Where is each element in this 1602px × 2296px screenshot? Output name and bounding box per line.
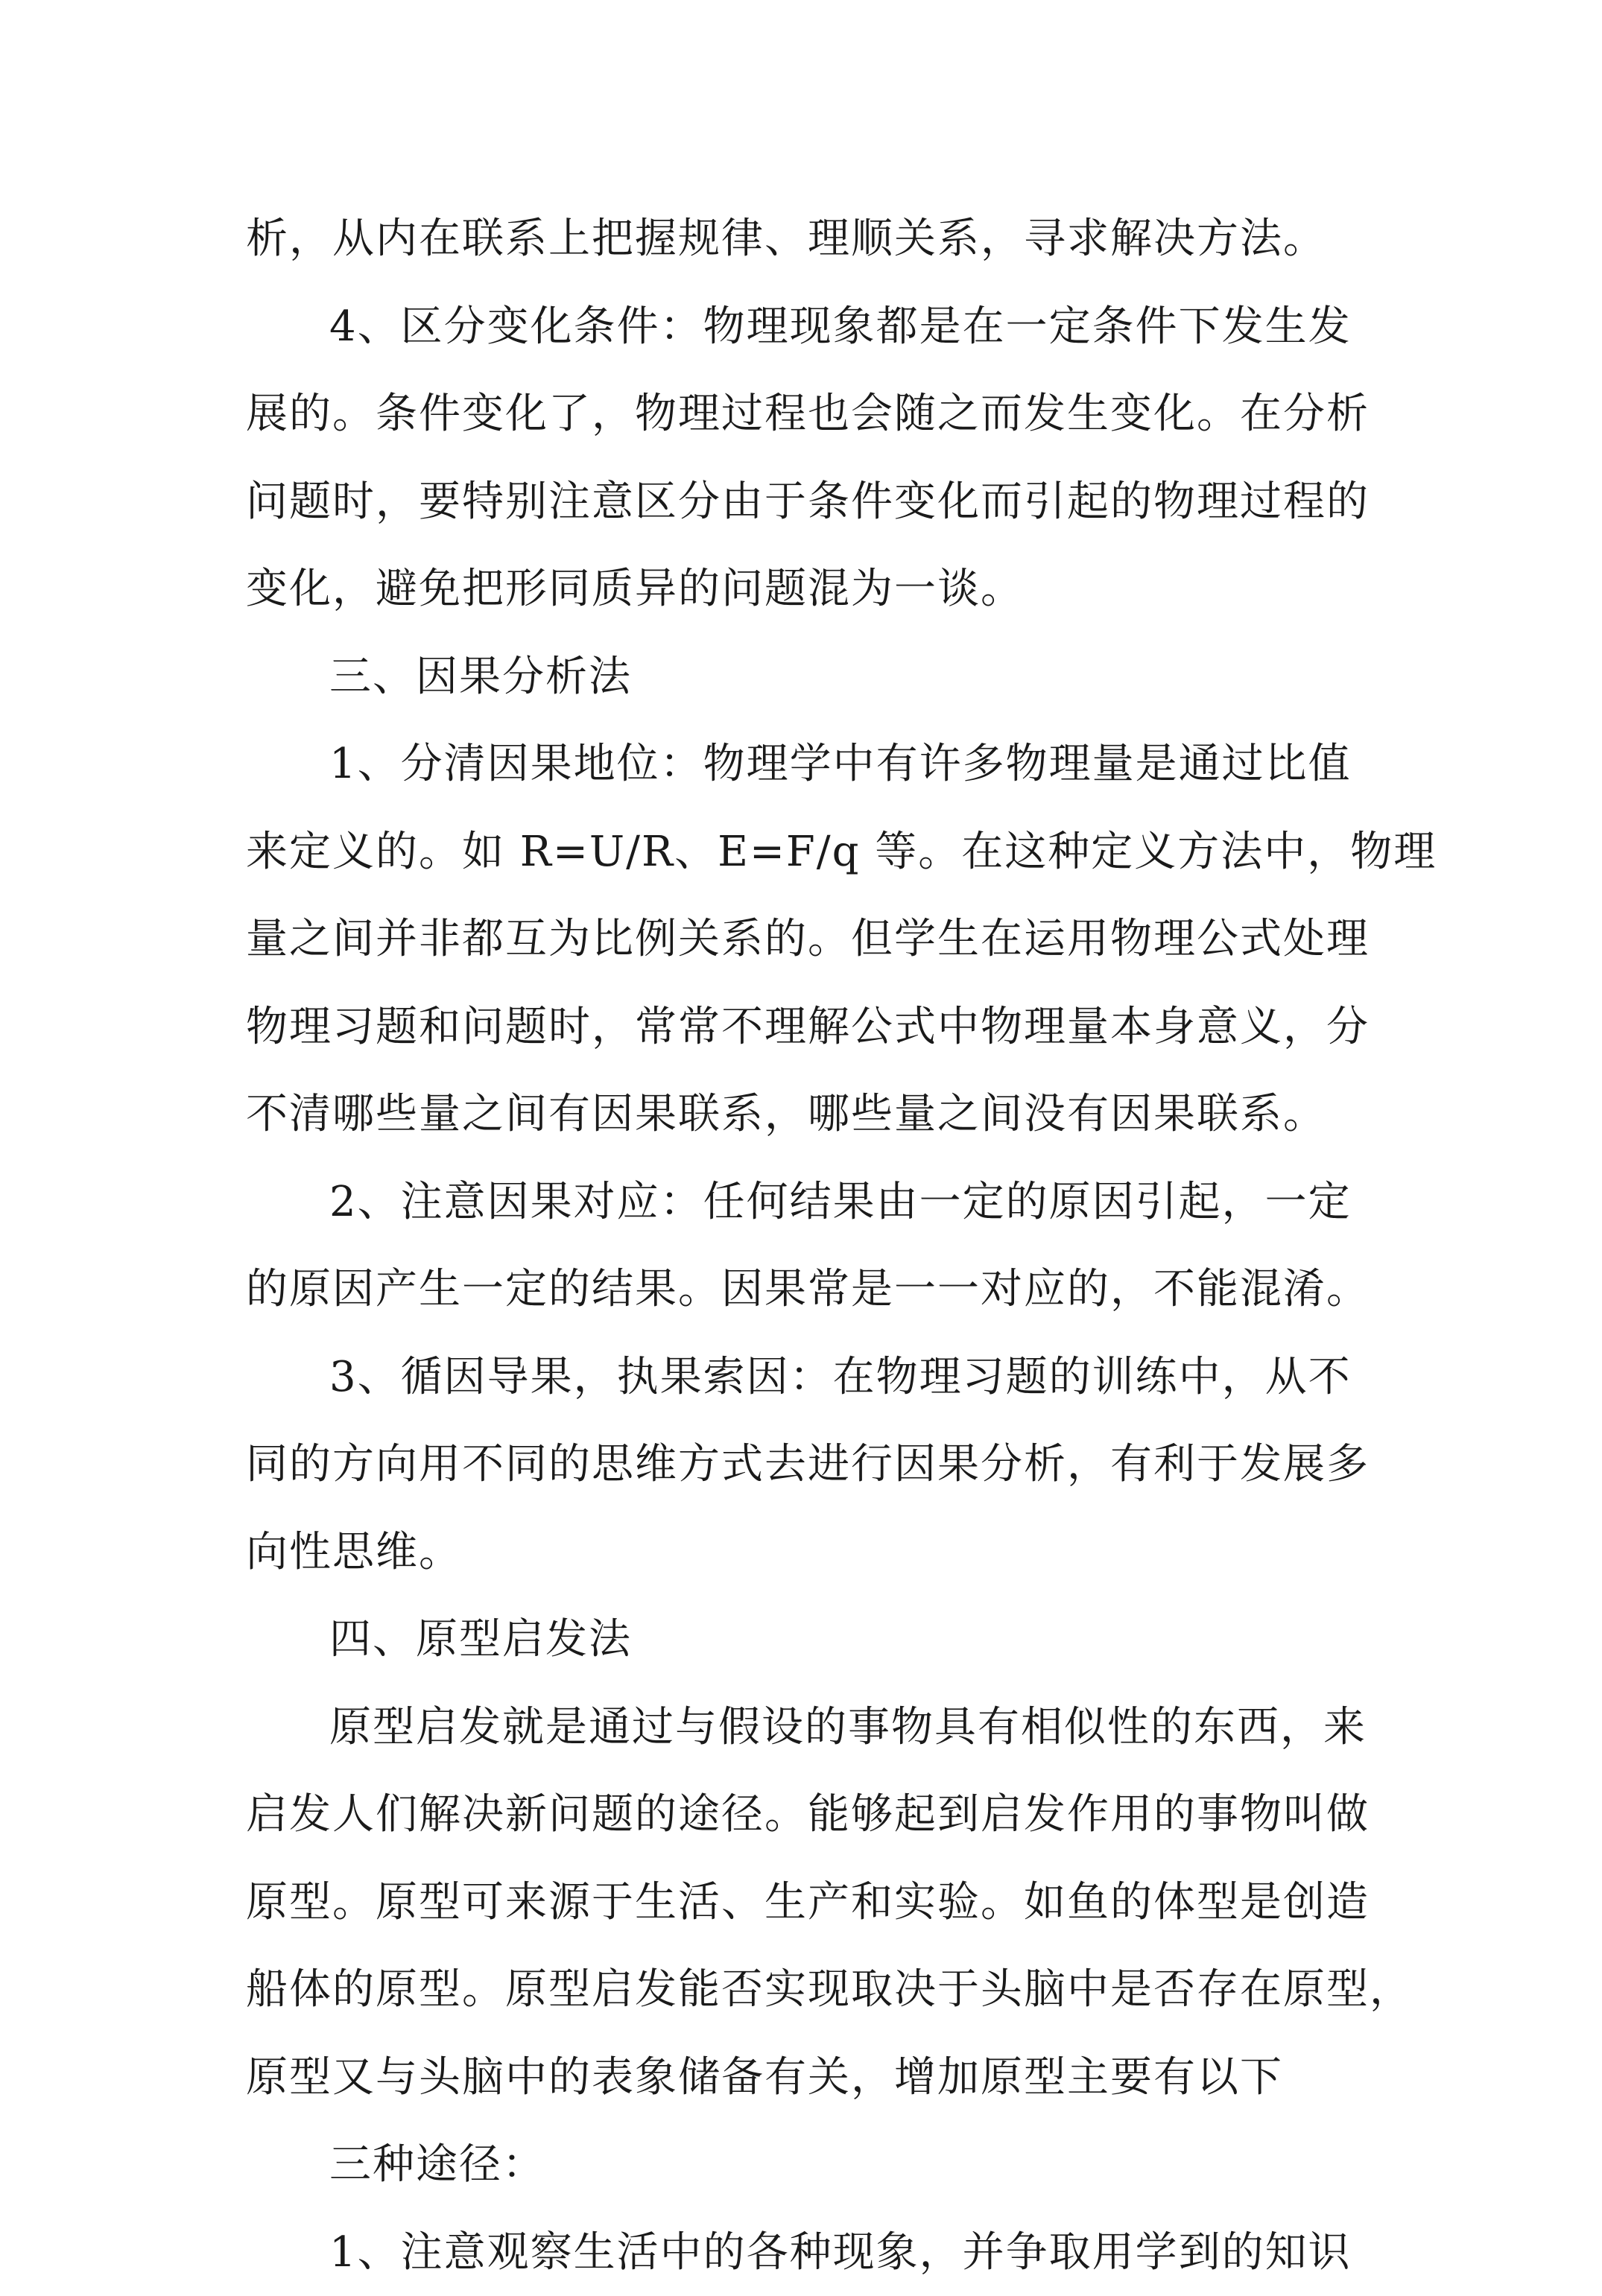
text-line: 三种途径：	[246, 2121, 1364, 2209]
text-line: 不清哪些量之间有因果联系，哪些量之间没有因果联系。	[246, 1071, 1364, 1158]
text-line: 展的。条件变化了，物理过程也会随之而发生变化。在分析	[246, 370, 1364, 458]
text-line: 原型。原型可来源于生活、生产和实验。如鱼的体型是创造	[246, 1859, 1364, 1947]
text-line: 来定义的。如 R=U/R、E=F/q 等。在这种定义方法中，物理	[246, 808, 1364, 896]
text-line: 同的方向用不同的思维方式去进行因果分析，有利于发展多	[246, 1421, 1364, 1509]
text-line: 变化，避免把形同质异的问题混为一谈。	[246, 545, 1364, 633]
text-line: 启发人们解决新问题的途径。能够起到启发作用的事物叫做	[246, 1771, 1364, 1859]
text-line: 2、注意因果对应：任何结果由一定的原因引起，一定	[246, 1158, 1364, 1246]
text-line: 量之间并非都互为比例关系的。但学生在运用物理公式处理	[246, 895, 1364, 983]
text-line: 1、注意观察生活中的各种现象，并争取用学到的知识	[246, 2209, 1364, 2296]
text-line: 问题时，要特别注意区分由于条件变化而引起的物理过程的	[246, 458, 1364, 546]
text-line: 析，从内在联系上把握规律、理顺关系，寻求解决方法。	[246, 195, 1364, 283]
text-line: 物理习题和问题时，常常不理解公式中物理量本身意义，分	[246, 983, 1364, 1071]
text-line: 原型又与头脑中的表象储备有关，增加原型主要有以下	[246, 2034, 1364, 2122]
text-line: 3、循因导果，执果索因：在物理习题的训练中，从不	[246, 1333, 1364, 1421]
text-line: 1、分清因果地位：物理学中有许多物理量是通过比值	[246, 720, 1364, 808]
section-heading: 三、因果分析法	[246, 633, 1364, 721]
text-line: 原型启发就是通过与假设的事物具有相似性的东西，来	[246, 1684, 1364, 1772]
text-line: 的原因产生一定的结果。因果常是一一对应的，不能混淆。	[246, 1246, 1364, 1333]
text-line: 向性思维。	[246, 1509, 1364, 1596]
section-heading: 四、原型启发法	[246, 1596, 1364, 1684]
text-line: 船体的原型。原型启发能否实现取决于头脑中是否存在原型，	[246, 1946, 1364, 2034]
body-text	[246, 195, 1364, 2296]
text-line: 4、区分变化条件：物理现象都是在一定条件下发生发	[246, 283, 1364, 371]
